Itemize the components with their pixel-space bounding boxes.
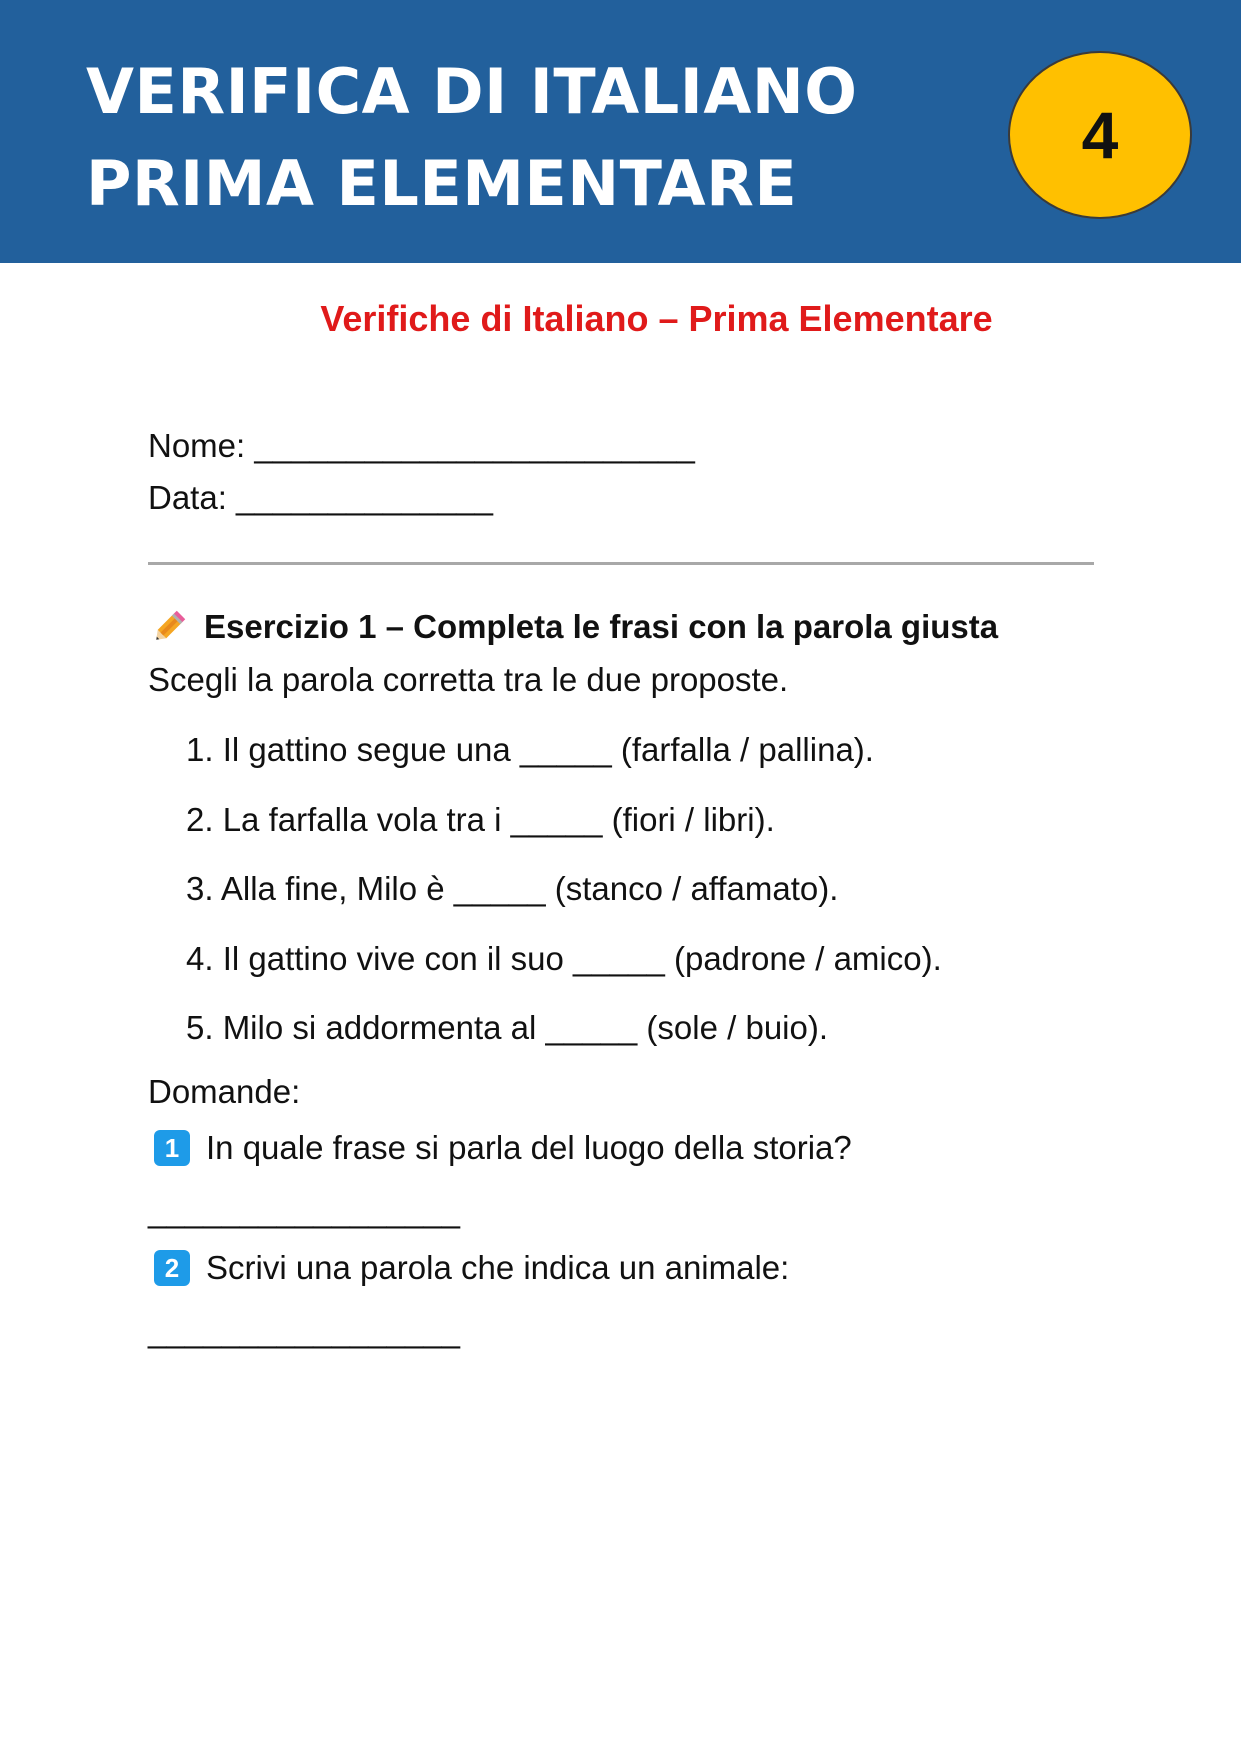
exercise-items <box>148 715 1094 1063</box>
number-2-icon: 2 <box>154 1250 190 1286</box>
title-line-2: PRIMA ELEMENTARE <box>86 147 798 220</box>
list-item: 1. Il gattino segue una _____ (farfalla / pallina). <box>186 731 874 768</box>
page-title <box>86 46 857 230</box>
title-line-1: VERIFICA DI ITALIANO <box>86 55 858 128</box>
list-item: 3. Alla fine, Milo è _____ (stanco / affamato). <box>186 870 839 907</box>
level-badge: 4 <box>1008 51 1192 219</box>
list-item: 5. Milo si addormenta al _____ (sole / buio). <box>186 1009 829 1046</box>
answer-line-1: _________________ <box>148 1191 461 1229</box>
exercise-instruction: Scegli la parola corretta tra le due proposte. <box>148 661 789 698</box>
questions-label: Domande: <box>148 1072 301 1110</box>
subtitle: Verifiche di Italiano – Prima Elementare <box>320 298 993 339</box>
worksheet-content <box>148 420 1094 1357</box>
question-2 <box>148 1239 1094 1297</box>
exercise-title-text: Esercizio 1 – Completa le frasi con la parola giusta <box>204 608 999 645</box>
number-1-icon: 1 <box>154 1130 190 1166</box>
question-1-text: In quale frase si parla del luogo della storia? <box>206 1128 852 1166</box>
header-band <box>0 0 1241 263</box>
name-field: Nome: ________________________ <box>148 427 695 464</box>
list-item: 2. La farfalla vola tra i _____ (fiori / libri). <box>186 800 775 838</box>
divider <box>148 562 1094 565</box>
pencil-icon <box>148 606 190 648</box>
exercise-title <box>148 601 1094 653</box>
answer-line-2: _________________ <box>148 1311 461 1349</box>
question-1 <box>148 1119 1094 1177</box>
list-item: 4. Il gattino vive con il suo _____ (padrone / amico). <box>186 939 942 977</box>
date-field: Data: ______________ <box>148 479 493 516</box>
question-2-text: Scrivi una parola che indica un animale: <box>206 1248 790 1286</box>
